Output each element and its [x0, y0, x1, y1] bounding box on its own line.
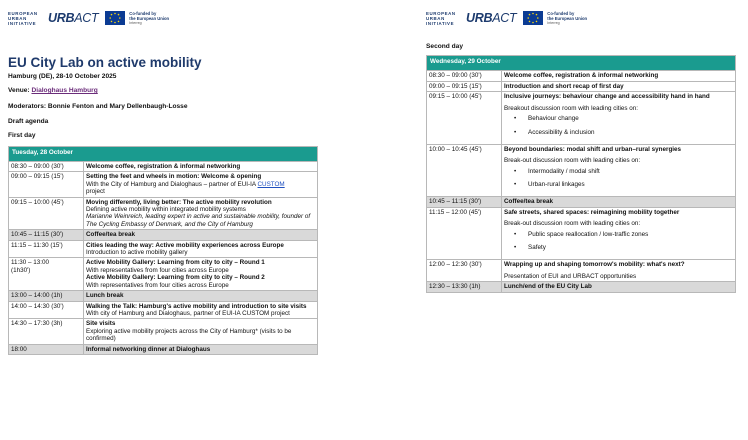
- eu-cofunded-text: Co-funded by the European Union Interreg: [547, 10, 588, 25]
- event-location: Hamburg (DE), 28-10 October 2025: [8, 73, 117, 80]
- day-header-row: Wednesday, 29 October: [427, 56, 736, 71]
- table-row: 11:15 – 12:00 (45') Safe streets, shared spaces: reimagining mobility together Break-out discussion room with leading cities on: • Public space reallocation / low-traffic zones • Safety: [427, 207, 736, 259]
- list-item: • Accessibility & inclusion: [514, 129, 733, 137]
- table-row: 11:30 – 13:00 (1h30') Active Mobility Gallery: Learning from city to city – Round 1 With representatives from four cities across Europe Active Mobility Gallery: Learning from city to city – Round 2 With representatives from four cities across Europe: [9, 258, 318, 291]
- logo-header: [8, 8, 169, 28]
- table-row: 08:30 – 09:00 (30') Welcome coffee, registration & informal networking: [427, 71, 736, 82]
- agenda-table-day1: [8, 146, 318, 355]
- page-title: EU City Lab on active mobility: [8, 55, 202, 70]
- list-item: • Safety: [514, 244, 733, 252]
- table-row: 09:15 – 10:00 (45') Moving differently, living better: The active mobility revolution Defining active mobility within integrated mobility systems Marianne Weinreich, leading expert in active and sustainable mobility, founder of The Cycling Embassy of Denmark, and the City of Hamburg: [9, 197, 318, 230]
- eui-logo: EUROPEAN URBAN INITIATIVE: [426, 10, 456, 26]
- eu-flag-icon: [105, 11, 125, 25]
- urbact-logo: URBACT: [48, 11, 99, 25]
- bullet-list: [504, 231, 733, 252]
- table-row: 14:30 – 17:30 (3h) Site visits Exploring active mobility projects across the City of Hamburg* (visits to be confirmed): [9, 319, 318, 344]
- day-label: Second day: [426, 43, 464, 50]
- moderators: Moderators: Bonnie Fenton and Mary Dellenbaugh-Losse: [8, 103, 188, 110]
- eui-logo: EUROPEAN URBAN INITIATIVE: [8, 10, 38, 26]
- day-header-row: Tuesday, 28 October: [9, 147, 318, 162]
- venue-link[interactable]: Dialoghaus Hamburg: [31, 87, 98, 94]
- custom-project-link[interactable]: CUSTOM: [257, 180, 285, 188]
- agenda-page-1: [8, 0, 338, 440]
- agenda-table-day2: [426, 55, 736, 293]
- table-row: 10:00 – 10:45 (45') Beyond boundaries: modal shift and urban–rural synergies Break-out discussion room with leading cities on: • Intermodality / modal shift • Urban-rural linkages: [427, 144, 736, 196]
- urbact-logo: URBACT: [466, 11, 517, 25]
- list-item: • Urban-rural linkages: [514, 181, 733, 189]
- table-row: 09:00 – 09:15 (15') Introduction and short recap of first day: [427, 81, 736, 92]
- event-venue: Venue: Dialoghaus Hamburg: [8, 87, 98, 94]
- table-row: 11:15 – 11:30 (15') Cities leading the way: Active mobility experiences across Europe Introduction to active mobility gallery: [9, 240, 318, 258]
- table-row: 12:30 – 13:30 (1h) Lunch/end of the EU City Lab: [427, 282, 736, 293]
- table-row: 09:00 – 09:15 (15') Setting the feet and wheels in motion: Welcome & opening With the City of Hamburg and Dialoghaus – partner of EUI-IA CUSTOM project: [9, 172, 318, 197]
- eu-flag-icon: [523, 11, 543, 25]
- logo-header: [426, 8, 587, 28]
- eu-cofunded-text: Co-funded by the European Union Interreg: [129, 10, 170, 25]
- table-row: 10:45 – 11:15 (30') Coffee/tea break: [427, 196, 736, 207]
- table-row: 14:00 – 14:30 (30') Walking the Talk: Hamburg's active mobility and introduction to site visits With city of Hamburg and Dialoghaus, partner of EUI-IA CUSTOM project: [9, 301, 318, 319]
- day-label: First day: [8, 132, 36, 139]
- list-item: • Public space reallocation / low-traffic zones: [514, 231, 733, 239]
- draft-label: Draft agenda: [8, 118, 49, 125]
- bullet-list: [504, 168, 733, 189]
- table-row: 13:00 – 14:00 (1h) Lunch break: [9, 291, 318, 301]
- table-row: 12:00 – 12:30 (30') Wrapping up and shaping tomorrow's mobility: what's next? Presentation of EUI and URBACT opportunities: [427, 259, 736, 281]
- table-row: 18:00 Informal networking dinner at Dialoghaus: [9, 344, 318, 354]
- list-item: • Behaviour change: [514, 115, 733, 123]
- table-row: 08:30 – 09:00 (30') Welcome coffee, registration & informal networking: [9, 162, 318, 172]
- agenda-page-2: [426, 0, 748, 440]
- table-row: 09:15 – 10:00 (45') Inclusive journeys: behaviour change and accessibility hand in hand Breakout discussion room with leading cities on: • Behaviour change • Accessibility & inclusion: [427, 92, 736, 144]
- table-row: 10:45 – 11:15 (30') Coffee/tea break: [9, 230, 318, 240]
- bullet-list: [504, 115, 733, 136]
- list-item: • Intermodality / modal shift: [514, 168, 733, 176]
